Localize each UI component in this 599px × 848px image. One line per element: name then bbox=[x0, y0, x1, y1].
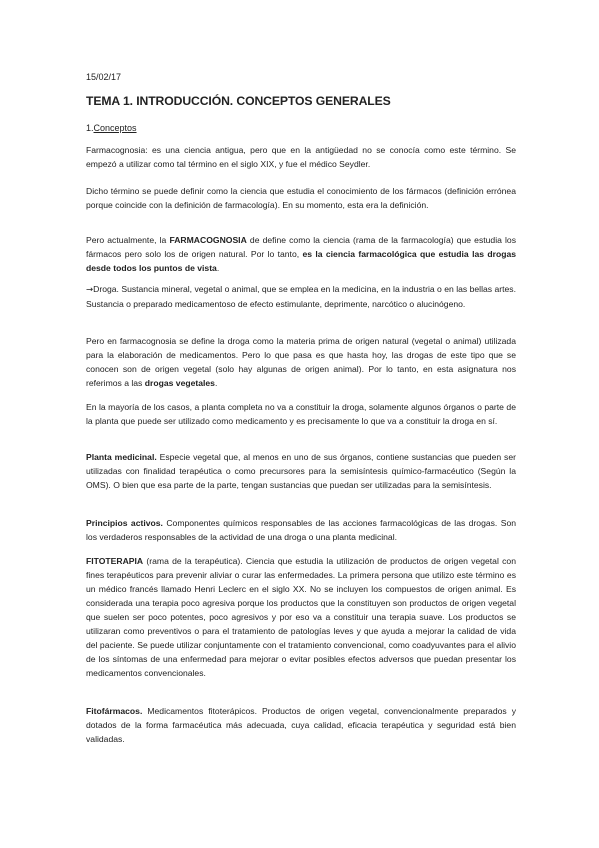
paragraph-farmacognosia: Farmacognosia: es una ciencia antigua, pero que en la antigüedad no se conocía como este término. Se empezó a utilizar como tal término en el siglo XIX, y fue el médico Seydler. bbox=[86, 145, 516, 169]
section-number: 1. bbox=[86, 123, 94, 133]
term-planta-medicinal: Planta medicinal. bbox=[86, 452, 157, 462]
paragraph-droga-farmacognosia: Pero en farmacognosia se define la droga como la materia prima de origen natural (vegetal o animal) utilizada para la elaboración de medicamentos. Pero lo que pasa es que hasta hoy, las drogas de este tipo que se conocen son de origen vegetal (solo hay algunas de origen animal). Por lo tanto, en esta asignatura nos referimos a las drogas vegetales. bbox=[86, 336, 516, 388]
date: 15/02/17 bbox=[86, 72, 122, 82]
paragraph-fitoterapia: FITOTERAPIA (rama de la terapéutica). Ciencia que estudia la utilización de productos de origen vegetal con fines terapéuticos para prevenir aliviar o curar las enfermedades. La primera persona que utilizo este término es un médico francés llamado Henri Leclerc en el siglo XX. No se incluyen los compuestos de origen animal. Es considerada una terapia poco agresiva porque los productos que la constituyen son productos de origen vegetal que suelen ser poco potentes, poco agresivos y por eso va a constituir una terapia suave. Los productos se utilizaran como preventivos o para el tratamiento de patologías leves y que ayuda a mejorar la calidad de vida del paciente. Se puede utilizar conjuntamente con el tratamiento convencional, como coadyuvantes para el alivio de los síntomas de una enfermedad para mejorar o evitar posibles efectos adversos que puedan presentar los medicamentos convencionales. bbox=[86, 556, 516, 678]
term-farmacognosia: FARMACOGNOSIA bbox=[169, 235, 247, 245]
paragraph-fitofarmacos: Fitofármacos. Medicamentos fitoterápicos. Productos de origen vegetal, convencionalmente preparados y dotados de la forma farmacéutica más adecuada, cuya calidad, eficacia terapéutica y seguridad está bien validadas. bbox=[86, 706, 516, 744]
term-principios-activos: Principios activos. bbox=[86, 518, 163, 528]
paragraph-planta-medicinal: Planta medicinal. Especie vegetal que, al menos en uno de sus órganos, contiene sustancias que pueden ser utilizadas con finalidad terapéutica o como precursores para la semisíntesis químico-farmacéutico (Según la OMS). O bien que esa parte de la parte, tengan sustancias que puedan ser utilizadas para la semisíntesis. bbox=[86, 452, 516, 490]
paragraph-actualmente: Pero actualmente, la FARMACOGNOSIA de define como la ciencia (rama de la farmacología) que estudia los fármacos pero solo los de origen natural. Por lo tanto, es la ciencia farmacológica que estudia las drogas desde todos los puntos de vista. bbox=[86, 235, 517, 273]
page-title: TEMA 1. INTRODUCCIÓN. CONCEPTOS GENERALES bbox=[86, 94, 391, 108]
paragraph-principios-activos: Principios activos. Componentes químicos responsables de las acciones farmacológicas de las drogas. Son los verdaderos responsables de la actividad de una droga o una planta medicinal. bbox=[86, 518, 516, 542]
paragraph-definicion: Dicho término se puede definir como la ciencia que estudia el conocimiento de los fármacos (definición errónea porque coincide con la definición de farmacología). En su momento, esta era la definición. bbox=[86, 186, 516, 210]
paragraph-droga: →Droga. Sustancia mineral, vegetal o animal, que se emplea en la medicina, en la industria o en las bellas artes. Sustancia o preparado medicamentoso de efecto estimulante, deprimente, narcótico o alucinógeno. bbox=[86, 284, 516, 309]
term-fitofarmacos: Fitofármacos. bbox=[86, 706, 143, 716]
section-label: Conceptos bbox=[93, 123, 137, 133]
definition-highlight: es la ciencia farmacológica que estudia las drogas desde todos los puntos de vista bbox=[86, 249, 517, 273]
term-fitoterapia: FITOTERAPIA bbox=[86, 556, 144, 566]
paragraph-planta-completa: En la mayoría de los casos, a planta completa no va a constituir la droga, solamente algunos órganos o parte de la planta que puede ser utilizado como medicamento y es precisamente lo que va a constituir la droga en sí. bbox=[86, 402, 516, 426]
term-drogas-vegetales: drogas vegetales bbox=[144, 378, 215, 388]
arrow-icon: → bbox=[86, 285, 94, 295]
section-heading bbox=[86, 121, 137, 135]
